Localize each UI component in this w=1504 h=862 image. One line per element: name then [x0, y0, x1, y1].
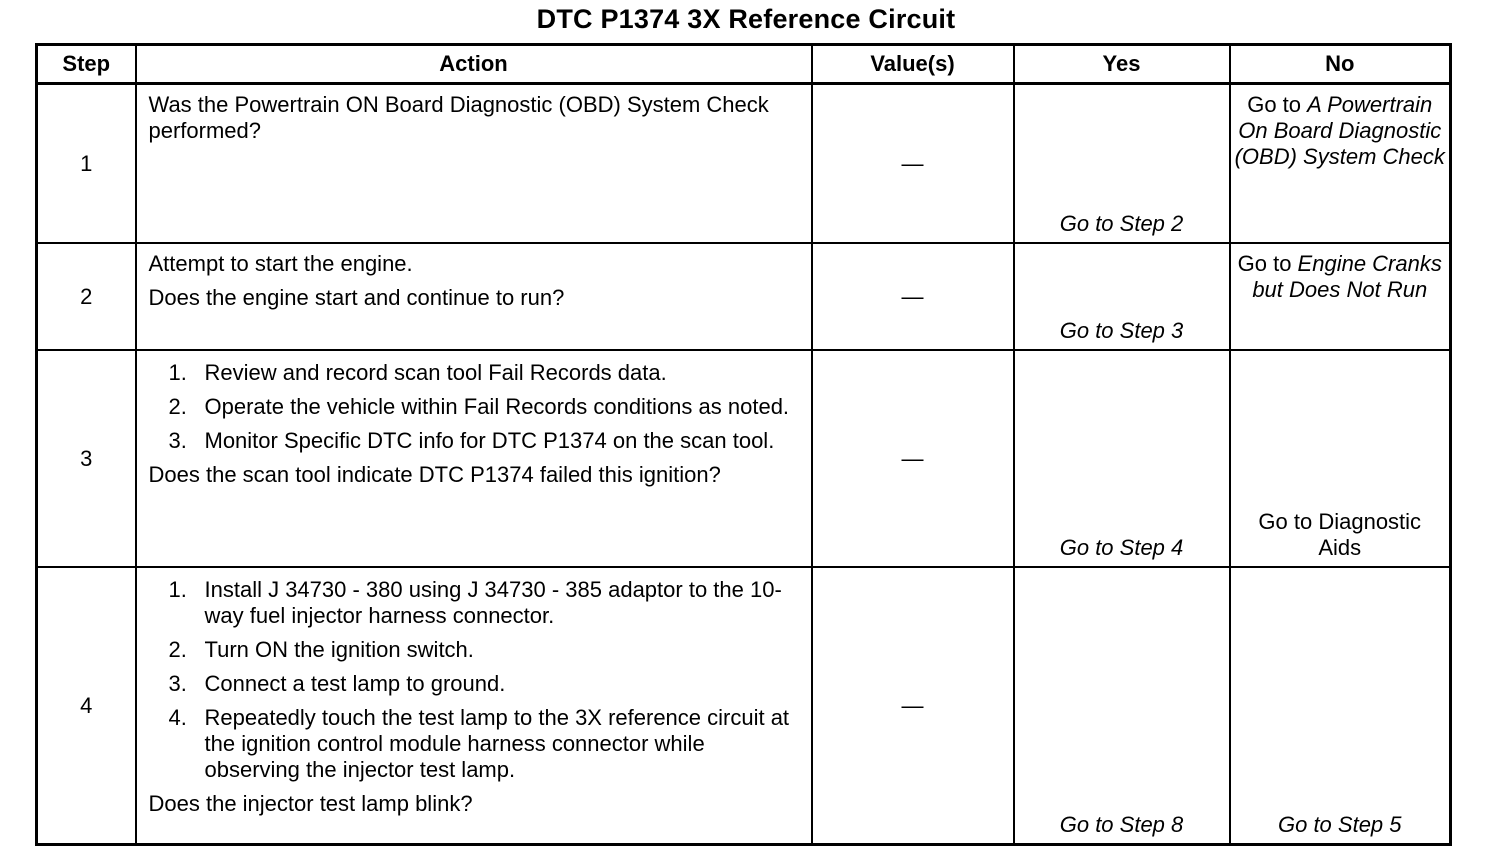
action-cell	[136, 84, 812, 244]
value-cell: —	[812, 243, 1014, 350]
no-prefix: Go to	[1237, 251, 1298, 276]
header-step: Step	[37, 45, 136, 84]
yes-cell	[1014, 350, 1230, 567]
diagnostic-table	[35, 43, 1452, 846]
header-yes: Yes	[1014, 45, 1230, 84]
action-steps-list	[149, 577, 801, 783]
no-link[interactable]: Engine Cranks but Does Not Run	[1252, 251, 1442, 302]
yes-link[interactable]: Go to Step 4	[1059, 535, 1184, 560]
no-link[interactable]: Go to Diagnostic Aids	[1258, 509, 1422, 560]
action-instruction: Attempt to start the engine.	[148, 251, 413, 276]
action-question: Does the scan tool indicate DTC P1374 failed this ignition?	[148, 462, 721, 487]
no-link[interactable]: A Powertrain On Board Diagnostic (OBD) System Check	[1234, 92, 1445, 169]
list-item: 2. Operate the vehicle within Fail Records conditions as noted.	[168, 394, 790, 419]
header-no: No	[1230, 45, 1451, 84]
no-cell	[1230, 243, 1451, 350]
step-number: 2	[37, 243, 136, 350]
table-row	[37, 84, 1451, 244]
yes-link[interactable]: Go to Step 8	[1059, 812, 1184, 837]
header-values: Value(s)	[812, 45, 1014, 84]
yes-link[interactable]: Go to Step 2	[1059, 211, 1184, 236]
yes-cell	[1014, 243, 1230, 350]
action-steps-list	[149, 360, 801, 454]
header-action: Action	[136, 45, 812, 84]
value-cell: —	[812, 567, 1014, 845]
no-cell	[1230, 350, 1451, 567]
list-item: 2. Turn ON the ignition switch.	[168, 637, 474, 662]
yes-cell	[1014, 567, 1230, 845]
list-item: 1. Review and record scan tool Fail Records data.	[168, 360, 667, 385]
action-cell	[136, 567, 812, 845]
action-cell	[136, 350, 812, 567]
step-number: 4	[37, 567, 136, 845]
table-row	[37, 567, 1451, 845]
action-question: Does the engine start and continue to run?	[148, 285, 565, 310]
no-link[interactable]: Go to Step 5	[1277, 812, 1402, 837]
yes-cell	[1014, 84, 1230, 244]
step-number: 1	[37, 84, 136, 244]
value-cell: —	[812, 84, 1014, 244]
list-item: 1. Install J 34730 - 380 using J 34730 - 385 adaptor to the 10-way fuel injector harness connector.	[168, 577, 782, 628]
list-item: 3. Connect a test lamp to ground.	[168, 671, 506, 696]
no-prefix: Go to	[1247, 92, 1308, 117]
action-question: Was the Powertrain ON Board Diagnostic (OBD) System Check performed?	[148, 92, 769, 143]
table-row	[37, 243, 1451, 350]
document-title: DTC P1374 3X Reference Circuit	[536, 4, 956, 34]
list-item: 4. Repeatedly touch the test lamp to the 3X reference circuit at the ignition control module harness connector while observing the injector test lamp.	[168, 705, 790, 782]
table-header-row	[37, 45, 1451, 84]
action-question: Does the injector test lamp blink?	[148, 791, 473, 816]
step-number: 3	[37, 350, 136, 567]
no-cell	[1230, 567, 1451, 845]
list-item: 3. Monitor Specific DTC info for DTC P1374 on the scan tool.	[168, 428, 775, 453]
no-cell	[1230, 84, 1451, 244]
table-row	[37, 350, 1451, 567]
yes-link[interactable]: Go to Step 3	[1059, 318, 1184, 343]
value-cell: —	[812, 350, 1014, 567]
action-cell	[136, 243, 812, 350]
